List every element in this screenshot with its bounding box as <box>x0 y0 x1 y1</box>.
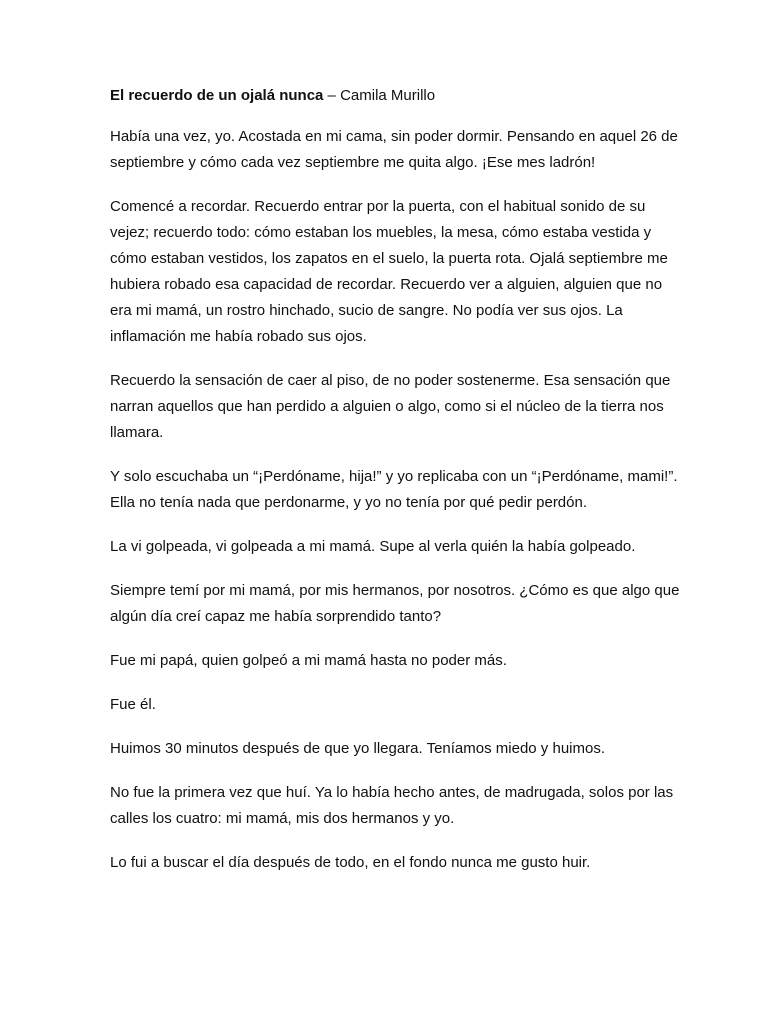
paragraph-3: Recuerdo la sensación de caer al piso, de no poder sostenerme. Esa sensación que narran aquellos que han perdido a alguien o algo, como si el núcleo de la tierra nos llamara. <box>110 372 671 441</box>
paragraph-4: Y solo escuchaba un “¡Perdóname, hija!” y yo replicaba con un “¡Perdóname, mami!”. Ella no tenía nada que perdonarme, y yo no tenía por qué pedir perdón. <box>110 468 678 511</box>
paragraph-2: Comencé a recordar. Recuerdo entrar por la puerta, con el habitual sonido de su vejez; recuerdo todo: cómo estaban los muebles, la mesa, cómo estaba vestida y cómo estaban vestidos, los zapatos en el suelo, la puerta rota. Ojalá septiembre me hubiera robado esa capacidad de recordar. Recuerdo ver a alguien, alguien que no era mi mamá, un rostro hinchado, sucio de sangre. No podía ver sus ojos. La inflamación me había robado sus ojos. <box>110 198 668 345</box>
paragraph-5: La vi golpeada, vi golpeada a mi mamá. Supe al verla quién la había golpeado. <box>110 538 636 555</box>
paragraph-6: Siempre temí por mi mamá, por mis hermanos, por nosotros. ¿Cómo es que algo que algún día creí capaz me había sorprendido tanto? <box>110 582 680 625</box>
paragraph-1: Había una vez, yo. Acostada en mi cama, sin poder dormir. Pensando en aquel 26 de septiembre y cómo cada vez septiembre me quita algo. ¡Ese mes ladrón! <box>110 128 678 171</box>
paragraph-8: Fue él. <box>110 696 156 713</box>
paragraph-7: Fue mi papá, quien golpeó a mi mamá hasta no poder más. <box>110 652 507 669</box>
paragraph-11: Lo fui a buscar el día después de todo, en el fondo nunca me gusto huir. <box>110 854 591 871</box>
document-page <box>110 84 685 894</box>
paragraph-9: Huimos 30 minutos después de que yo llegara. Teníamos miedo y huimos. <box>110 740 605 757</box>
paragraph-10: No fue la primera vez que huí. Ya lo había hecho antes, de madrugada, solos por las calles los cuatro: mi mamá, mis dos hermanos y yo. <box>110 784 674 827</box>
title-separator: – <box>323 87 341 104</box>
title-author: Camila Murillo <box>340 87 436 104</box>
document-title <box>110 84 685 108</box>
title-main: El recuerdo de un ojalá nunca <box>110 87 324 104</box>
